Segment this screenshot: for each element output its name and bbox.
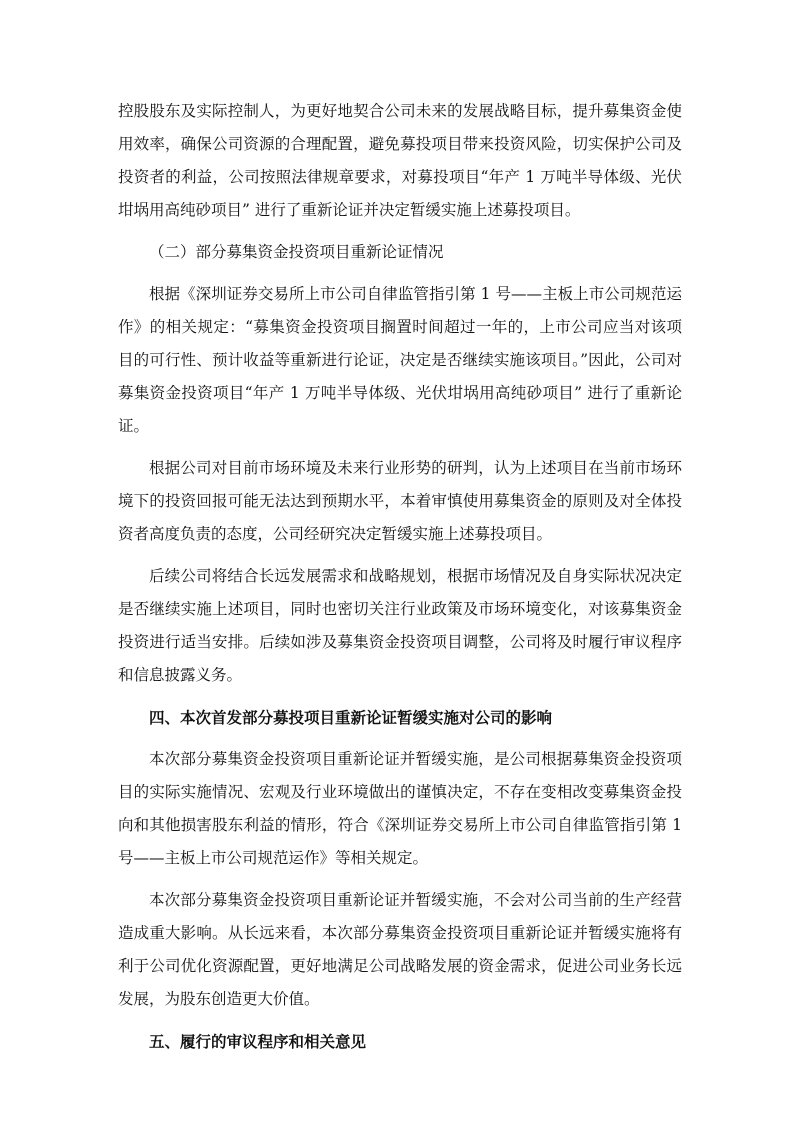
paragraph-market-assessment: 根据公司对目前市场环境及未来行业形势的研判，认为上述项目在当前市场环境下的投资回报可能无法达到预期水平，本着审慎使用募集资金的原则及对全体投资者高度负责的态度，公司经研究决定暂缓实施上述募投项目。 [118, 459, 682, 543]
paragraph-gap [118, 734, 682, 743]
paragraph-regulation-basis: 根据《深圳证券交易所上市公司自律监管指引第 1 号——主板上市公司规范运作》的相关规定：“募集资金投资项目搁置时间超过一年的，上市公司应当对该项目的可行性、预计收益等重新进行论证，决定是否继续实施该项目。”因此，公司对募集资金投资项目“年产 1 万吨半导体级、光伏坩埚用高纯砂项目” 进行了重新论证。 [118, 285, 682, 435]
paragraph-gap [118, 875, 682, 884]
paragraph-follow-up: 后续公司将结合长远发展需求和战略规划，根据市场情况及自身实际状况决定是否继续实施上述项目，同时也密切关注行业政策及市场环境变化，对该募集资金投资进行适当安排。后续如涉及募集资金投资项目调整，公司将及时履行审议程序和信息披露义务。 [118, 567, 682, 684]
heading-section-4: 四、本次首发部分募投项目重新论证暂缓实施对公司的影响 [149, 708, 553, 727]
paragraph-gap [118, 1016, 682, 1025]
paragraph-continuation: 控股股东及实际控制人，为更好地契合公司未来的发展战略目标，提升募集资金使用效率，确保公司资源的合理配置，避免募投项目带来投资风险，切实保护公司及投资者的利益，公司按照法律规章要求，对募投项目“年产 1 万吨半导体级、光伏坩埚用高纯砂项目” 进行了重新论证并决定暂缓实施上述募投项目。 [118, 102, 682, 219]
paragraph-gap [118, 692, 682, 701]
paragraph-gap [118, 443, 682, 452]
heading-section-5: 五、履行的审议程序和相关意见 [149, 1032, 367, 1051]
paragraph-gap [118, 551, 682, 560]
paragraph-impact-compliance: 本次部分募集资金投资项目重新论证并暂缓实施，是公司根据募集资金投资项目的实际实施情况、宏观及行业环境做出的谨慎决定，不存在变相改变募集资金投向和其他损害股东利益的情形，符合《深圳证券交易所上市公司自律监管指引第 1 号——主板上市公司规范运作》等相关规定。 [118, 750, 682, 867]
top-margin [118, 0, 682, 95]
paragraph-impact-operations: 本次部分募集资金投资项目重新论证并暂缓实施，不会对公司当前的生产经营造成重大影响。从长远来看，本次部分募集资金投资项目重新论证并暂缓实施将有利于公司优化资源配置，更好地满足公司战略发展的资金需求，促进公司业务长远发展，为股东创造更大价值。 [118, 891, 682, 1008]
subheading-section-2: （二）部分募集资金投资项目重新论证情况 [149, 243, 444, 261]
paragraph-gap [118, 269, 682, 278]
paragraph-gap [118, 227, 682, 236]
